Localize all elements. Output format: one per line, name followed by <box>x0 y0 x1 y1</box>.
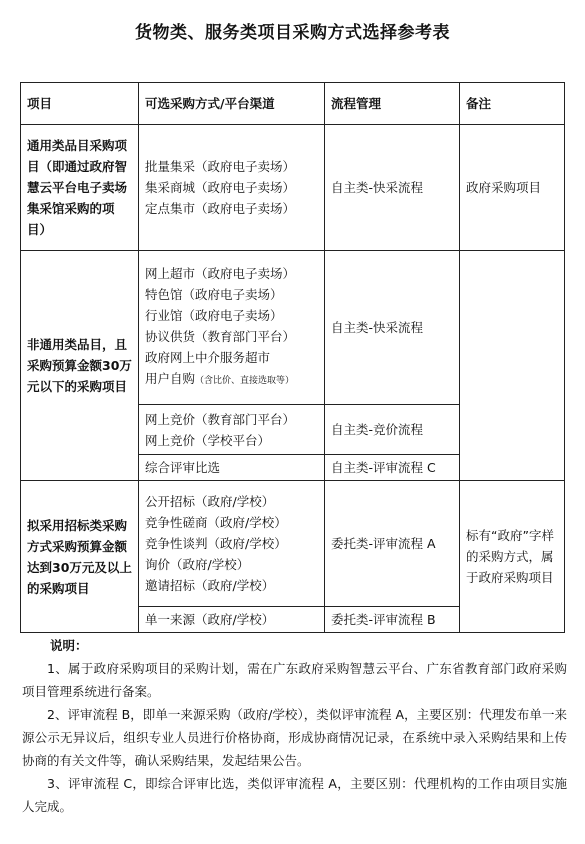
row1-methods <box>139 125 325 251</box>
method-item: 网上竞价（教育部门平台） <box>145 411 296 427</box>
header-methods: 可选采购方式/平台渠道 <box>139 83 325 125</box>
row3-methods-b: 单一来源（政府/学校） <box>139 607 325 633</box>
header-remark: 备注 <box>460 83 565 125</box>
row2-methods-b <box>139 405 325 455</box>
table-row <box>21 125 565 251</box>
table-header-row <box>21 83 565 125</box>
method-item: 邀请招标（政府/学校） <box>145 578 275 593</box>
row3-methods-a <box>139 481 325 607</box>
method-item: 批量集采（政府电子卖场） <box>145 159 296 174</box>
method-item: 竞争性谈判（政府/学校） <box>145 536 287 551</box>
procurement-table <box>20 82 565 633</box>
method-item-self-buy <box>145 368 318 392</box>
header-flow: 流程管理 <box>325 83 460 125</box>
method-item: 行业馆（政府电子卖场） <box>145 308 283 323</box>
notes-title: 说明： <box>50 638 88 653</box>
header-project: 项目 <box>21 83 139 125</box>
self-buy-note: （含比价、直接选取等） <box>195 376 295 386</box>
method-item: 定点集市（政府电子卖场） <box>145 201 296 216</box>
row3-flow-b: 委托类-评审流程 B <box>325 607 460 633</box>
row1-flow: 自主类-快采流程 <box>325 125 460 251</box>
row2-flow-b: 自主类-竞价流程 <box>325 405 460 455</box>
method-item: 网上超市（政府电子卖场） <box>145 266 296 281</box>
self-buy-label: 用户自购 <box>145 371 196 386</box>
note-item: 1、属于政府采购项目的采购计划，需在广东政府采购智慧云平台、广东省教育部门政府采购项目管理系统进行备案。 <box>22 661 567 699</box>
table-row <box>21 481 565 607</box>
table-row <box>21 251 565 405</box>
method-item: 集采商城（政府电子卖场） <box>145 180 296 195</box>
row2-remark <box>460 251 565 481</box>
row2-methods-c: 综合评审比选 <box>139 455 325 481</box>
method-item: 政府网上中介服务超市 <box>145 350 271 365</box>
row2-methods-a <box>139 251 325 405</box>
method-item: 特色馆（政府电子卖场） <box>145 287 283 302</box>
method-item: 协议供货（教育部门平台） <box>145 329 296 344</box>
method-item: 竞争性磋商（政府/学校） <box>145 515 287 530</box>
row1-project: 通用类品目采购项目（即通过政府智慧云平台电子卖场集采馆采购的项目） <box>21 125 139 251</box>
note-item: 3、评审流程 C，即综合评审比选，类似评审流程 A，主要区别：代理机构的工作由项目实施人完成。 <box>22 776 567 814</box>
notes-section <box>22 634 567 818</box>
page-title: 货物类、服务类项目采购方式选择参考表 <box>135 23 450 43</box>
row2-flow-c: 自主类-评审流程 C <box>325 455 460 481</box>
row2-flow-a: 自主类-快采流程 <box>325 251 460 405</box>
method-item: 公开招标（政府/学校） <box>145 494 275 509</box>
note-item: 2、评审流程 B，即单一来源采购（政府/学校），类似评审流程 A，主要区别：代理发布单一来源公示无异议后，组织专业人员进行价格协商，形成协商情况记录，在系统中录入采购结果和上传协商的有关文件等，确认采购结果，发起结果公告。 <box>22 707 567 768</box>
row3-flow-a: 委托类-评审流程 A <box>325 481 460 607</box>
row2-project: 非通用类品目，且采购预算金额30万元以下的采购项目 <box>21 251 139 481</box>
method-item: 网上竞价（学校平台） <box>145 432 271 448</box>
method-item: 询价（政府/学校） <box>145 557 250 572</box>
row3-project: 拟采用招标类采购方式采购预算金额达到30万元及以上的采购项目 <box>21 481 139 633</box>
row3-remark: 标有“政府”字样的采购方式，属于政府采购项目 <box>460 481 565 633</box>
row1-remark: 政府采购项目 <box>460 125 565 251</box>
